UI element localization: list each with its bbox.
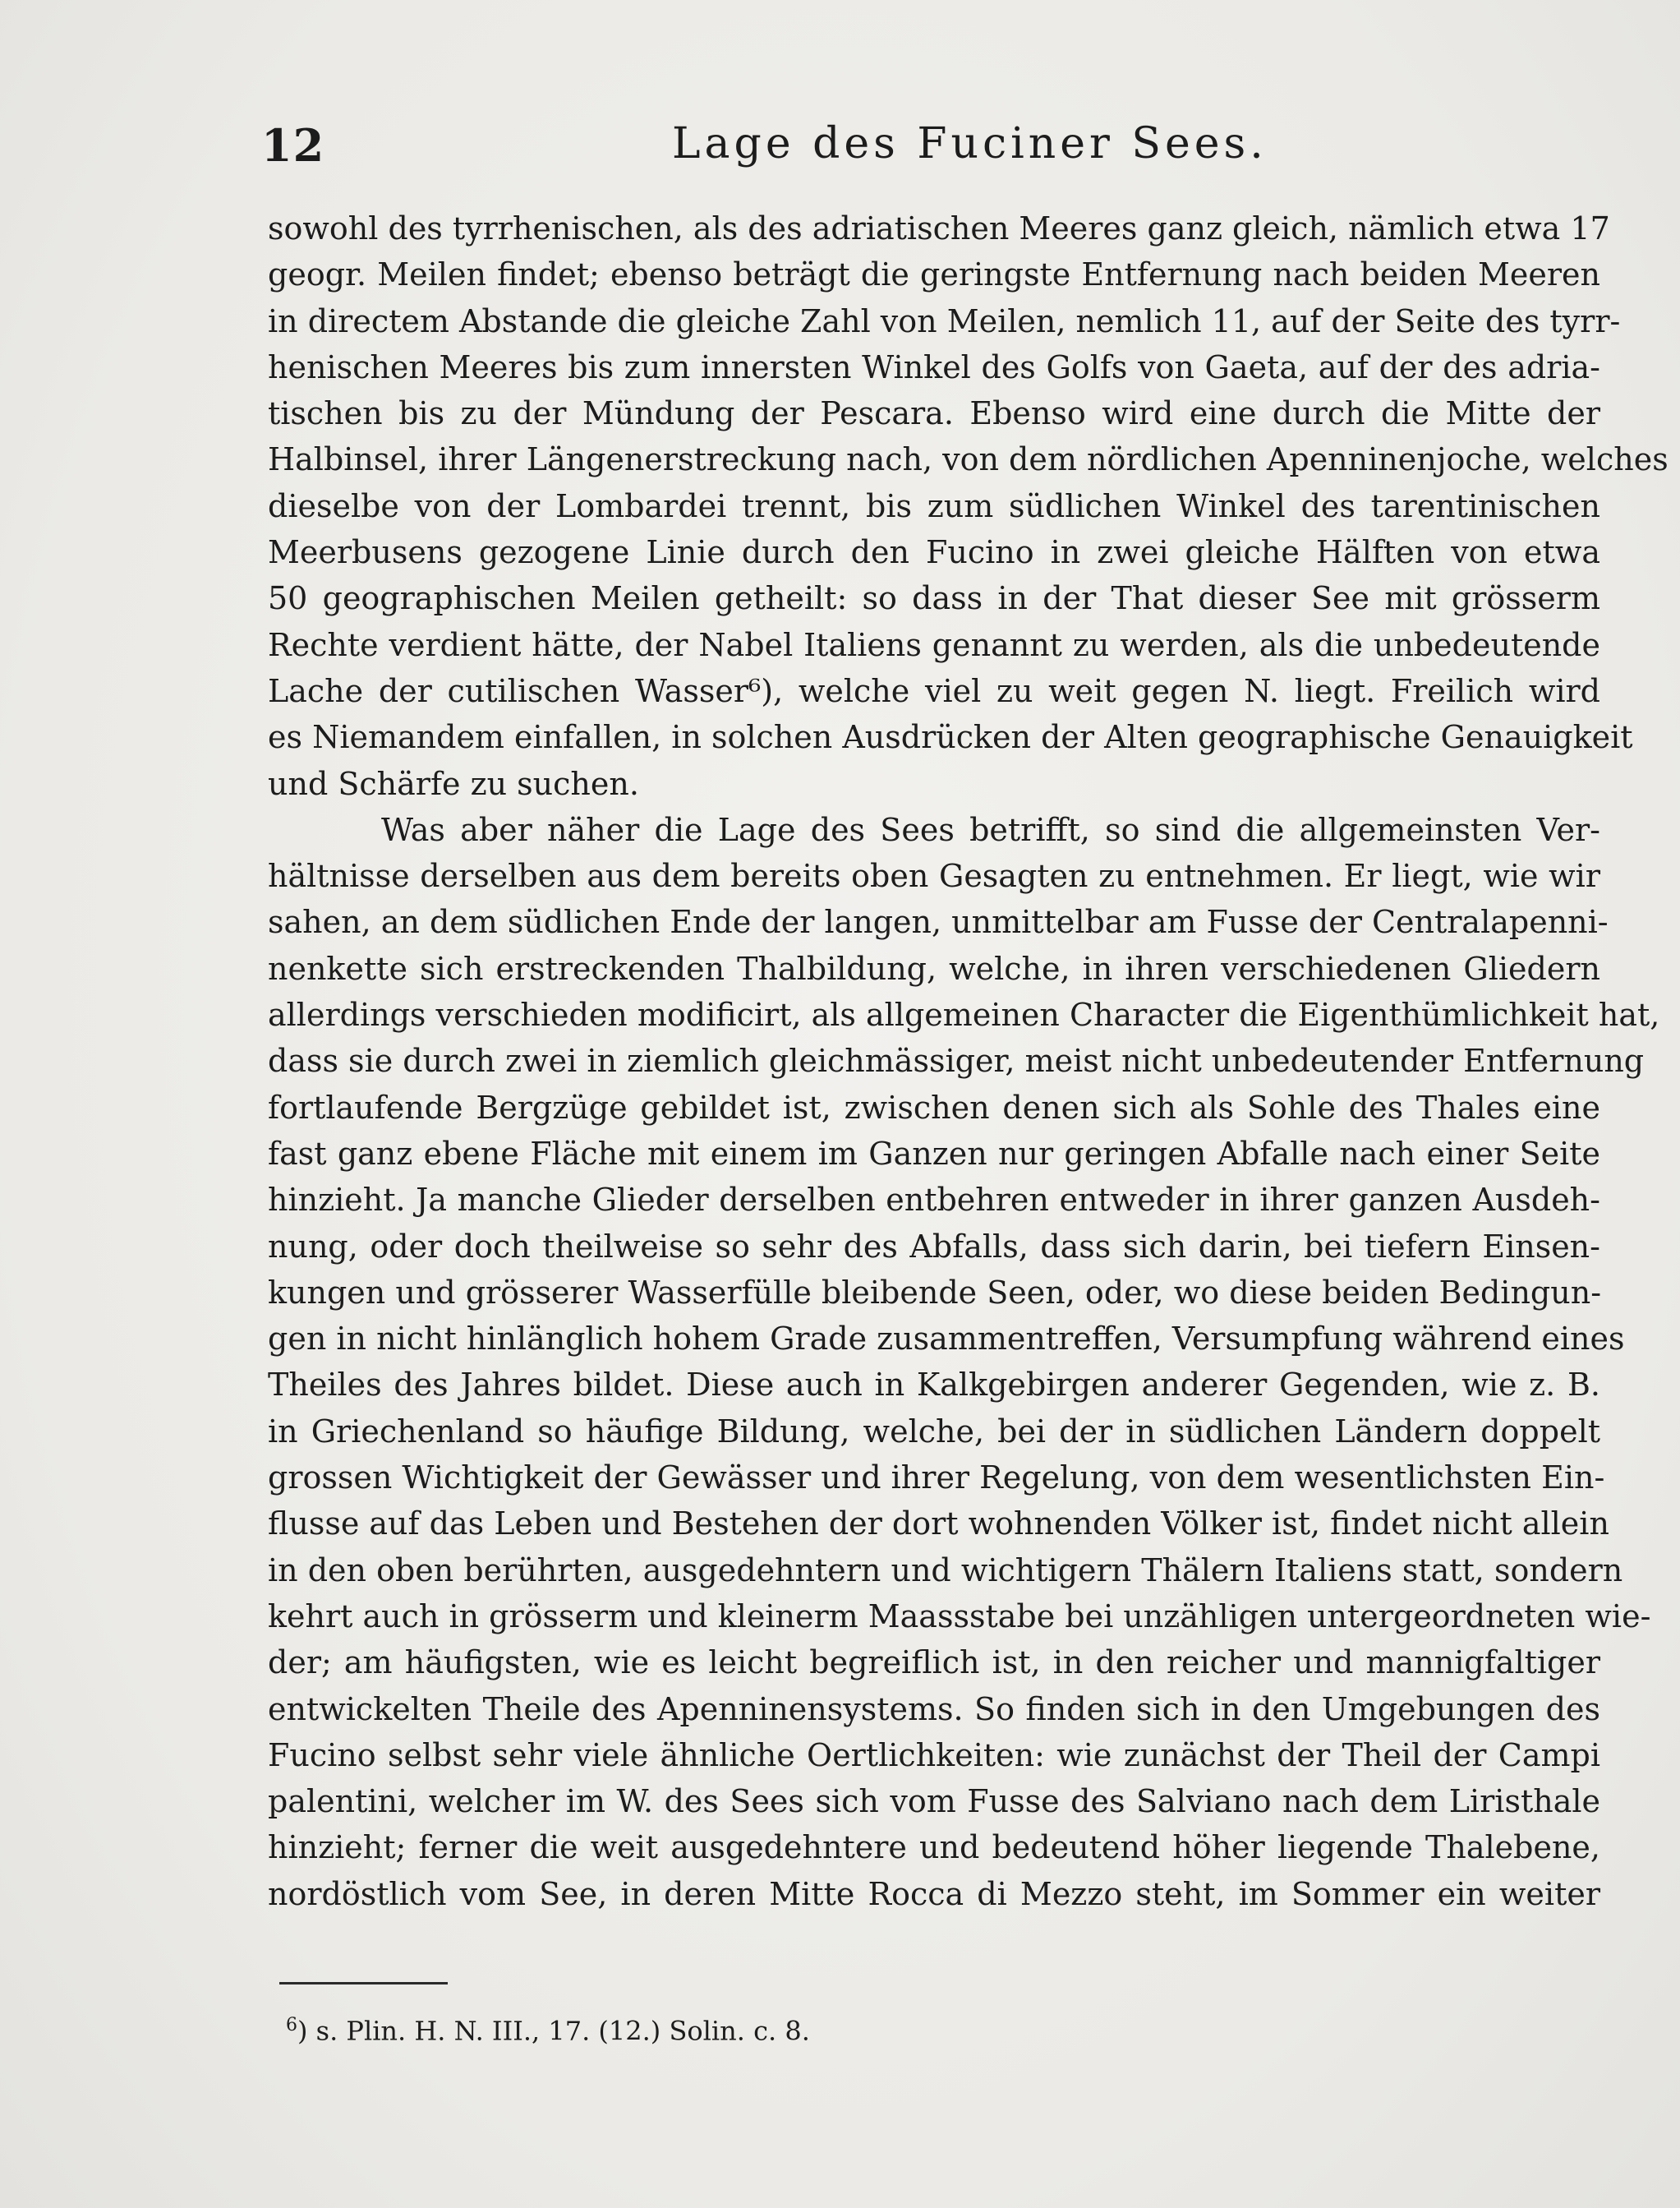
text-line: hinzieht; ferner die weit ausgedehntere und bedeutend höher liegende Thalebene, (268, 1829, 1600, 1866)
text-line: Rechte verdient hätte, der Nabel Italiens genannt zu werden, als die unbedeutende (268, 626, 1600, 663)
text-line: kungen und grösserer Wasserfülle bleibende Seen, oder, wo diese beiden Bedingun- (268, 1274, 1602, 1311)
text-line: kehrt auch in grösserm und kleinerm Maassstabe bei unzähligen untergeordneten wie- (268, 1597, 1651, 1634)
text-line: Theiles des Jahres bildet. Diese auch in Kalkgebirgen anderer Gegenden, wie z. B. (268, 1367, 1600, 1404)
text-line: entwickelten Theile des Apenninensystems. So finden sich in den Umgebungen des (268, 1690, 1600, 1727)
text-line: 50 geographischen Meilen getheilt: so dass in der That dieser See mit grösserm (268, 580, 1600, 617)
text-line: nung, oder doch theilweise so sehr des Abfalls, dass sich darin, bei tiefern Einsen- (268, 1228, 1600, 1265)
text-line: geogr. Meilen findet; ebenso beträgt die geringste Entfernung nach beiden Meeren (268, 256, 1600, 293)
body-text (268, 205, 1668, 1917)
text-line: sahen, an dem südlichen Ende der langen, unmittelbar am Fusse der Centralapenni- (268, 904, 1609, 941)
running-title: Lage des Fuciner Sees. (672, 119, 1268, 168)
footnote (286, 2015, 810, 2047)
text-line: dieselbe von der Lombardei trennt, bis zum südlichen Winkel des tarentinischen (268, 487, 1600, 524)
footnote-rule (279, 1982, 448, 1984)
footnote-mark: 6 (286, 2015, 297, 2035)
text-line: Lache der cutilischen Wasser⁶), welche viel zu weit gegen N. liegt. Freilich wird (268, 672, 1600, 709)
text-line: es Niemandem einfallen, in solchen Ausdrücken der Alten geographische Genauigkeit (268, 719, 1633, 756)
footnote-text: ) s. Plin. H. N. III., 17. (12.) Solin. c. 8. (297, 2015, 810, 2047)
text-line: in den oben berührten, ausgedehntern und wichtigern Thälern Italiens statt, sondern (268, 1551, 1623, 1588)
text-line: und Schärfe zu suchen. (268, 765, 639, 802)
text-line: flusse auf das Leben und Bestehen der dort wohnenden Völker ist, findet nicht allein (268, 1505, 1609, 1542)
text-line: Meerbusens gezogene Linie durch den Fucino in zwei gleiche Hälften von etwa (268, 534, 1600, 571)
page-number: 12 (261, 119, 325, 172)
text-line: hinzieht. Ja manche Glieder derselben entbehren entweder in ihrer ganzen Ausdeh- (268, 1182, 1600, 1219)
text-line: sowohl des tyrrhenischen, als des adriatischen Meeres ganz gleich, nämlich etwa 17 (268, 210, 1610, 247)
text-line: Halbinsel, ihrer Längenerstreckung nach, von dem nördlichen Apenninenjoche, welches (268, 441, 1668, 478)
text-line: henischen Meeres bis zum innersten Winkel des Golfs von Gaeta, auf der des adria- (268, 348, 1600, 385)
text-line: nordöstlich vom See, in deren Mitte Rocca di Mezzo steht, im Sommer ein weiter (268, 1875, 1600, 1912)
paragraph-first-line: Was aber näher die Lage des Sees betrifft, so sind die allgemeinsten Ver- (381, 811, 1600, 848)
text-line: fortlaufende Bergzüge gebildet ist, zwischen denen sich als Sohle des Thales eine (268, 1089, 1600, 1126)
text-line: fast ganz ebene Fläche mit einem im Ganzen nur geringen Abfalle nach einer Seite (268, 1135, 1600, 1172)
text-line: hältnisse derselben aus dem bereits oben Gesagten zu entnehmen. Er liegt, wie wir (268, 858, 1600, 895)
text-line: tischen bis zu der Mündung der Pescara. Ebenso wird eine durch die Mitte der (268, 395, 1600, 432)
text-line: palentini, welcher im W. des Sees sich vom Fusse des Salviano nach dem Liristhale (268, 1783, 1600, 1820)
text-line: allerdings verschieden modificirt, als allgemeinen Character die Eigenthümlichkeit hat, (268, 997, 1660, 1034)
text-line: grossen Wichtigkeit der Gewässer und ihrer Regelung, von dem wesentlichsten Ein- (268, 1459, 1605, 1496)
page-header (261, 119, 1592, 185)
text-line: in Griechenland so häufige Bildung, welche, bei der in südlichen Ländern doppelt (268, 1413, 1600, 1450)
text-line: in directem Abstande die gleiche Zahl von Meilen, nemlich 11, auf der Seite des tyrr- (268, 302, 1621, 339)
text-line: Fucino selbst sehr viele ähnliche Oertlichkeiten: wie zunächst der Theil der Campi (268, 1736, 1600, 1773)
text-line: dass sie durch zwei in ziemlich gleichmässiger, meist nicht unbedeutender Entfernung (268, 1043, 1645, 1080)
text-line: nenkette sich erstreckenden Thalbildung, welche, in ihren verschiedenen Gliedern (268, 950, 1600, 987)
text-line: der; am häufigsten, wie es leicht begreiflich ist, in den reicher und mannigfaltiger (268, 1644, 1600, 1681)
text-line: gen in nicht hinlänglich hohem Grade zusammentreffen, Versumpfung während eines (268, 1321, 1625, 1358)
